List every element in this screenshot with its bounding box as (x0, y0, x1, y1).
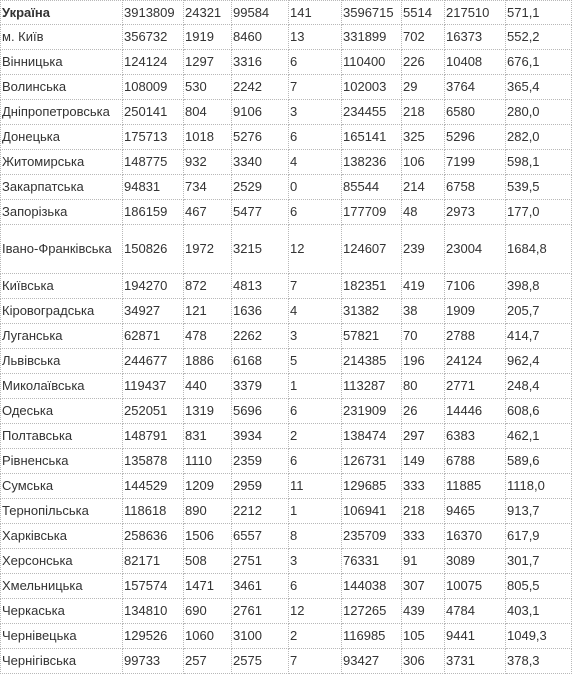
value-cell: 6 (289, 125, 342, 150)
region-name-cell: Донецька (1, 125, 123, 150)
value-cell: 3731 (445, 649, 506, 674)
region-name-cell: Миколаївська (1, 374, 123, 399)
value-cell: 102003 (342, 75, 402, 100)
value-cell: 4784 (445, 599, 506, 624)
value-cell: 244677 (123, 349, 184, 374)
value-cell: 5477 (232, 200, 289, 225)
value-cell: 157574 (123, 574, 184, 599)
value-cell: 3764 (445, 75, 506, 100)
value-cell: 106941 (342, 499, 402, 524)
value-cell: 3 (289, 100, 342, 125)
value-cell: 2 (289, 424, 342, 449)
value-cell: 110400 (342, 50, 402, 75)
value-cell: 282,0 (506, 125, 572, 150)
table-row (1, 324, 572, 349)
region-name-cell: Дніпропетровська (1, 100, 123, 125)
value-cell: 6 (289, 449, 342, 474)
table-row-total (1, 1, 572, 25)
value-cell: 7199 (445, 150, 506, 175)
value-cell: 105 (402, 624, 445, 649)
region-name-cell: Полтавська (1, 424, 123, 449)
value-cell: 116985 (342, 624, 402, 649)
region-name-cell: м. Київ (1, 25, 123, 50)
value-cell: 1886 (184, 349, 232, 374)
value-cell: 38 (402, 299, 445, 324)
value-cell: 7 (289, 75, 342, 100)
region-name-cell: Рівненська (1, 449, 123, 474)
table-row (1, 50, 572, 75)
value-cell: 6383 (445, 424, 506, 449)
value-cell: 467 (184, 200, 232, 225)
table-row (1, 624, 572, 649)
table-row (1, 225, 572, 274)
value-cell: 258636 (123, 524, 184, 549)
value-cell: 11 (289, 474, 342, 499)
table-row (1, 549, 572, 574)
value-cell: 257 (184, 649, 232, 674)
value-cell: 378,3 (506, 649, 572, 674)
value-cell: 144529 (123, 474, 184, 499)
value-cell: 9441 (445, 624, 506, 649)
value-cell: 890 (184, 499, 232, 524)
value-cell: 26 (402, 399, 445, 424)
region-name-cell: Черкаська (1, 599, 123, 624)
value-cell: 217510 (445, 1, 506, 25)
value-cell: 608,6 (506, 399, 572, 424)
region-name-cell: Закарпатська (1, 175, 123, 200)
region-name-cell: Волинська (1, 75, 123, 100)
value-cell: 1506 (184, 524, 232, 549)
value-cell: 5 (289, 349, 342, 374)
value-cell: 148791 (123, 424, 184, 449)
value-cell: 2 (289, 624, 342, 649)
table-row (1, 175, 572, 200)
value-cell: 1919 (184, 25, 232, 50)
value-cell: 280,0 (506, 100, 572, 125)
value-cell: 7 (289, 649, 342, 674)
value-cell: 530 (184, 75, 232, 100)
value-cell: 2771 (445, 374, 506, 399)
value-cell: 3340 (232, 150, 289, 175)
value-cell: 571,1 (506, 1, 572, 25)
value-cell: 235709 (342, 524, 402, 549)
value-cell: 250141 (123, 100, 184, 125)
region-name-cell: Івано-Франківська (1, 225, 123, 274)
table-row (1, 125, 572, 150)
table-row (1, 349, 572, 374)
value-cell: 913,7 (506, 499, 572, 524)
table-row (1, 100, 572, 125)
value-cell: 14446 (445, 399, 506, 424)
value-cell: 70 (402, 324, 445, 349)
table-row (1, 200, 572, 225)
value-cell: 124124 (123, 50, 184, 75)
value-cell: 6 (289, 574, 342, 599)
value-cell: 539,5 (506, 175, 572, 200)
value-cell: 8 (289, 524, 342, 549)
value-cell: 3913809 (123, 1, 184, 25)
value-cell: 148775 (123, 150, 184, 175)
value-cell: 356732 (123, 25, 184, 50)
value-cell: 129526 (123, 624, 184, 649)
value-cell: 76331 (342, 549, 402, 574)
value-cell: 1 (289, 374, 342, 399)
value-cell: 129685 (342, 474, 402, 499)
value-cell: 214 (402, 175, 445, 200)
value-cell: 2529 (232, 175, 289, 200)
table-row (1, 25, 572, 50)
value-cell: 598,1 (506, 150, 572, 175)
region-name-cell: Запорізька (1, 200, 123, 225)
value-cell: 6788 (445, 449, 506, 474)
value-cell: 1972 (184, 225, 232, 274)
value-cell: 306 (402, 649, 445, 674)
value-cell: 734 (184, 175, 232, 200)
value-cell: 186159 (123, 200, 184, 225)
value-cell: 478 (184, 324, 232, 349)
value-cell: 7 (289, 274, 342, 299)
value-cell: 182351 (342, 274, 402, 299)
value-cell: 144038 (342, 574, 402, 599)
value-cell: 6168 (232, 349, 289, 374)
value-cell: 932 (184, 150, 232, 175)
table-row (1, 499, 572, 524)
value-cell: 177709 (342, 200, 402, 225)
value-cell: 194270 (123, 274, 184, 299)
value-cell: 6 (289, 399, 342, 424)
value-cell: 440 (184, 374, 232, 399)
value-cell: 24321 (184, 1, 232, 25)
value-cell: 13 (289, 25, 342, 50)
value-cell: 297 (402, 424, 445, 449)
value-cell: 2242 (232, 75, 289, 100)
region-name-cell: Сумська (1, 474, 123, 499)
value-cell: 333 (402, 474, 445, 499)
value-cell: 3596715 (342, 1, 402, 25)
value-cell: 419 (402, 274, 445, 299)
value-cell: 5296 (445, 125, 506, 150)
value-cell: 301,7 (506, 549, 572, 574)
region-name-cell: Хмельницька (1, 574, 123, 599)
value-cell: 8460 (232, 25, 289, 50)
region-name-cell: Україна (1, 1, 123, 25)
region-name-cell: Вінницька (1, 50, 123, 75)
value-cell: 1 (289, 499, 342, 524)
value-cell: 165141 (342, 125, 402, 150)
value-cell: 10408 (445, 50, 506, 75)
table-row (1, 150, 572, 175)
value-cell: 177,0 (506, 200, 572, 225)
value-cell: 804 (184, 100, 232, 125)
value-cell: 3215 (232, 225, 289, 274)
value-cell: 6 (289, 50, 342, 75)
table-row (1, 75, 572, 100)
value-cell: 150826 (123, 225, 184, 274)
value-cell: 617,9 (506, 524, 572, 549)
value-cell: 118618 (123, 499, 184, 524)
value-cell: 141 (289, 1, 342, 25)
value-cell: 12 (289, 225, 342, 274)
table-row (1, 474, 572, 499)
value-cell: 85544 (342, 175, 402, 200)
value-cell: 31382 (342, 299, 402, 324)
value-cell: 149 (402, 449, 445, 474)
value-cell: 872 (184, 274, 232, 299)
value-cell: 398,8 (506, 274, 572, 299)
region-name-cell: Львівська (1, 349, 123, 374)
value-cell: 126731 (342, 449, 402, 474)
value-cell: 9106 (232, 100, 289, 125)
value-cell: 462,1 (506, 424, 572, 449)
value-cell: 6580 (445, 100, 506, 125)
region-name-cell: Чернівецька (1, 624, 123, 649)
value-cell: 234455 (342, 100, 402, 125)
value-cell: 231909 (342, 399, 402, 424)
value-cell: 365,4 (506, 75, 572, 100)
table-row (1, 524, 572, 549)
value-cell: 113287 (342, 374, 402, 399)
value-cell: 12 (289, 599, 342, 624)
value-cell: 16370 (445, 524, 506, 549)
value-cell: 331899 (342, 25, 402, 50)
value-cell: 5696 (232, 399, 289, 424)
value-cell: 99733 (123, 649, 184, 674)
value-cell: 5276 (232, 125, 289, 150)
value-cell: 2973 (445, 200, 506, 225)
value-cell: 2212 (232, 499, 289, 524)
value-cell: 3379 (232, 374, 289, 399)
table-row (1, 374, 572, 399)
value-cell: 138474 (342, 424, 402, 449)
value-cell: 62871 (123, 324, 184, 349)
value-cell: 307 (402, 574, 445, 599)
value-cell: 2359 (232, 449, 289, 474)
value-cell: 4 (289, 299, 342, 324)
value-cell: 7106 (445, 274, 506, 299)
value-cell: 2751 (232, 549, 289, 574)
value-cell: 6 (289, 200, 342, 225)
value-cell: 414,7 (506, 324, 572, 349)
value-cell: 333 (402, 524, 445, 549)
value-cell: 138236 (342, 150, 402, 175)
table-row (1, 424, 572, 449)
region-name-cell: Чернігівська (1, 649, 123, 674)
value-cell: 2788 (445, 324, 506, 349)
value-cell: 3461 (232, 574, 289, 599)
value-cell: 124607 (342, 225, 402, 274)
value-cell: 121 (184, 299, 232, 324)
value-cell: 6557 (232, 524, 289, 549)
value-cell: 3089 (445, 549, 506, 574)
value-cell: 0 (289, 175, 342, 200)
value-cell: 2575 (232, 649, 289, 674)
value-cell: 1636 (232, 299, 289, 324)
value-cell: 3100 (232, 624, 289, 649)
table-body (1, 1, 572, 674)
value-cell: 552,2 (506, 25, 572, 50)
value-cell: 127265 (342, 599, 402, 624)
table-row (1, 649, 572, 674)
value-cell: 325 (402, 125, 445, 150)
value-cell: 106 (402, 150, 445, 175)
value-cell: 9465 (445, 499, 506, 524)
value-cell: 1110 (184, 449, 232, 474)
value-cell: 196 (402, 349, 445, 374)
value-cell: 175713 (123, 125, 184, 150)
value-cell: 3934 (232, 424, 289, 449)
value-cell: 218 (402, 499, 445, 524)
value-cell: 108009 (123, 75, 184, 100)
value-cell: 831 (184, 424, 232, 449)
value-cell: 252051 (123, 399, 184, 424)
value-cell: 6758 (445, 175, 506, 200)
table-row (1, 449, 572, 474)
value-cell: 589,6 (506, 449, 572, 474)
value-cell: 3 (289, 549, 342, 574)
value-cell: 119437 (123, 374, 184, 399)
value-cell: 82171 (123, 549, 184, 574)
region-name-cell: Київська (1, 274, 123, 299)
value-cell: 1018 (184, 125, 232, 150)
region-name-cell: Тернопільська (1, 499, 123, 524)
value-cell: 10075 (445, 574, 506, 599)
table-row (1, 274, 572, 299)
value-cell: 2959 (232, 474, 289, 499)
value-cell: 2262 (232, 324, 289, 349)
value-cell: 2761 (232, 599, 289, 624)
value-cell: 48 (402, 200, 445, 225)
value-cell: 1060 (184, 624, 232, 649)
region-name-cell: Луганська (1, 324, 123, 349)
value-cell: 403,1 (506, 599, 572, 624)
value-cell: 93427 (342, 649, 402, 674)
value-cell: 99584 (232, 1, 289, 25)
region-name-cell: Кіровоградська (1, 299, 123, 324)
value-cell: 24124 (445, 349, 506, 374)
table-row (1, 599, 572, 624)
region-name-cell: Житомирська (1, 150, 123, 175)
value-cell: 205,7 (506, 299, 572, 324)
value-cell: 439 (402, 599, 445, 624)
value-cell: 135878 (123, 449, 184, 474)
value-cell: 239 (402, 225, 445, 274)
region-name-cell: Одеська (1, 399, 123, 424)
value-cell: 57821 (342, 324, 402, 349)
table-row (1, 574, 572, 599)
value-cell: 16373 (445, 25, 506, 50)
value-cell: 1684,8 (506, 225, 572, 274)
value-cell: 690 (184, 599, 232, 624)
value-cell: 1319 (184, 399, 232, 424)
value-cell: 34927 (123, 299, 184, 324)
value-cell: 248,4 (506, 374, 572, 399)
value-cell: 29 (402, 75, 445, 100)
table-row (1, 399, 572, 424)
value-cell: 5514 (402, 1, 445, 25)
value-cell: 676,1 (506, 50, 572, 75)
value-cell: 91 (402, 549, 445, 574)
value-cell: 1118,0 (506, 474, 572, 499)
value-cell: 1049,3 (506, 624, 572, 649)
value-cell: 134810 (123, 599, 184, 624)
value-cell: 218 (402, 100, 445, 125)
value-cell: 94831 (123, 175, 184, 200)
value-cell: 962,4 (506, 349, 572, 374)
value-cell: 1909 (445, 299, 506, 324)
region-name-cell: Харківська (1, 524, 123, 549)
value-cell: 80 (402, 374, 445, 399)
value-cell: 3316 (232, 50, 289, 75)
value-cell: 508 (184, 549, 232, 574)
value-cell: 4813 (232, 274, 289, 299)
table-row (1, 299, 572, 324)
value-cell: 11885 (445, 474, 506, 499)
value-cell: 4 (289, 150, 342, 175)
value-cell: 214385 (342, 349, 402, 374)
value-cell: 23004 (445, 225, 506, 274)
value-cell: 1209 (184, 474, 232, 499)
value-cell: 1297 (184, 50, 232, 75)
value-cell: 3 (289, 324, 342, 349)
value-cell: 226 (402, 50, 445, 75)
value-cell: 1471 (184, 574, 232, 599)
value-cell: 702 (402, 25, 445, 50)
region-name-cell: Херсонська (1, 549, 123, 574)
value-cell: 805,5 (506, 574, 572, 599)
